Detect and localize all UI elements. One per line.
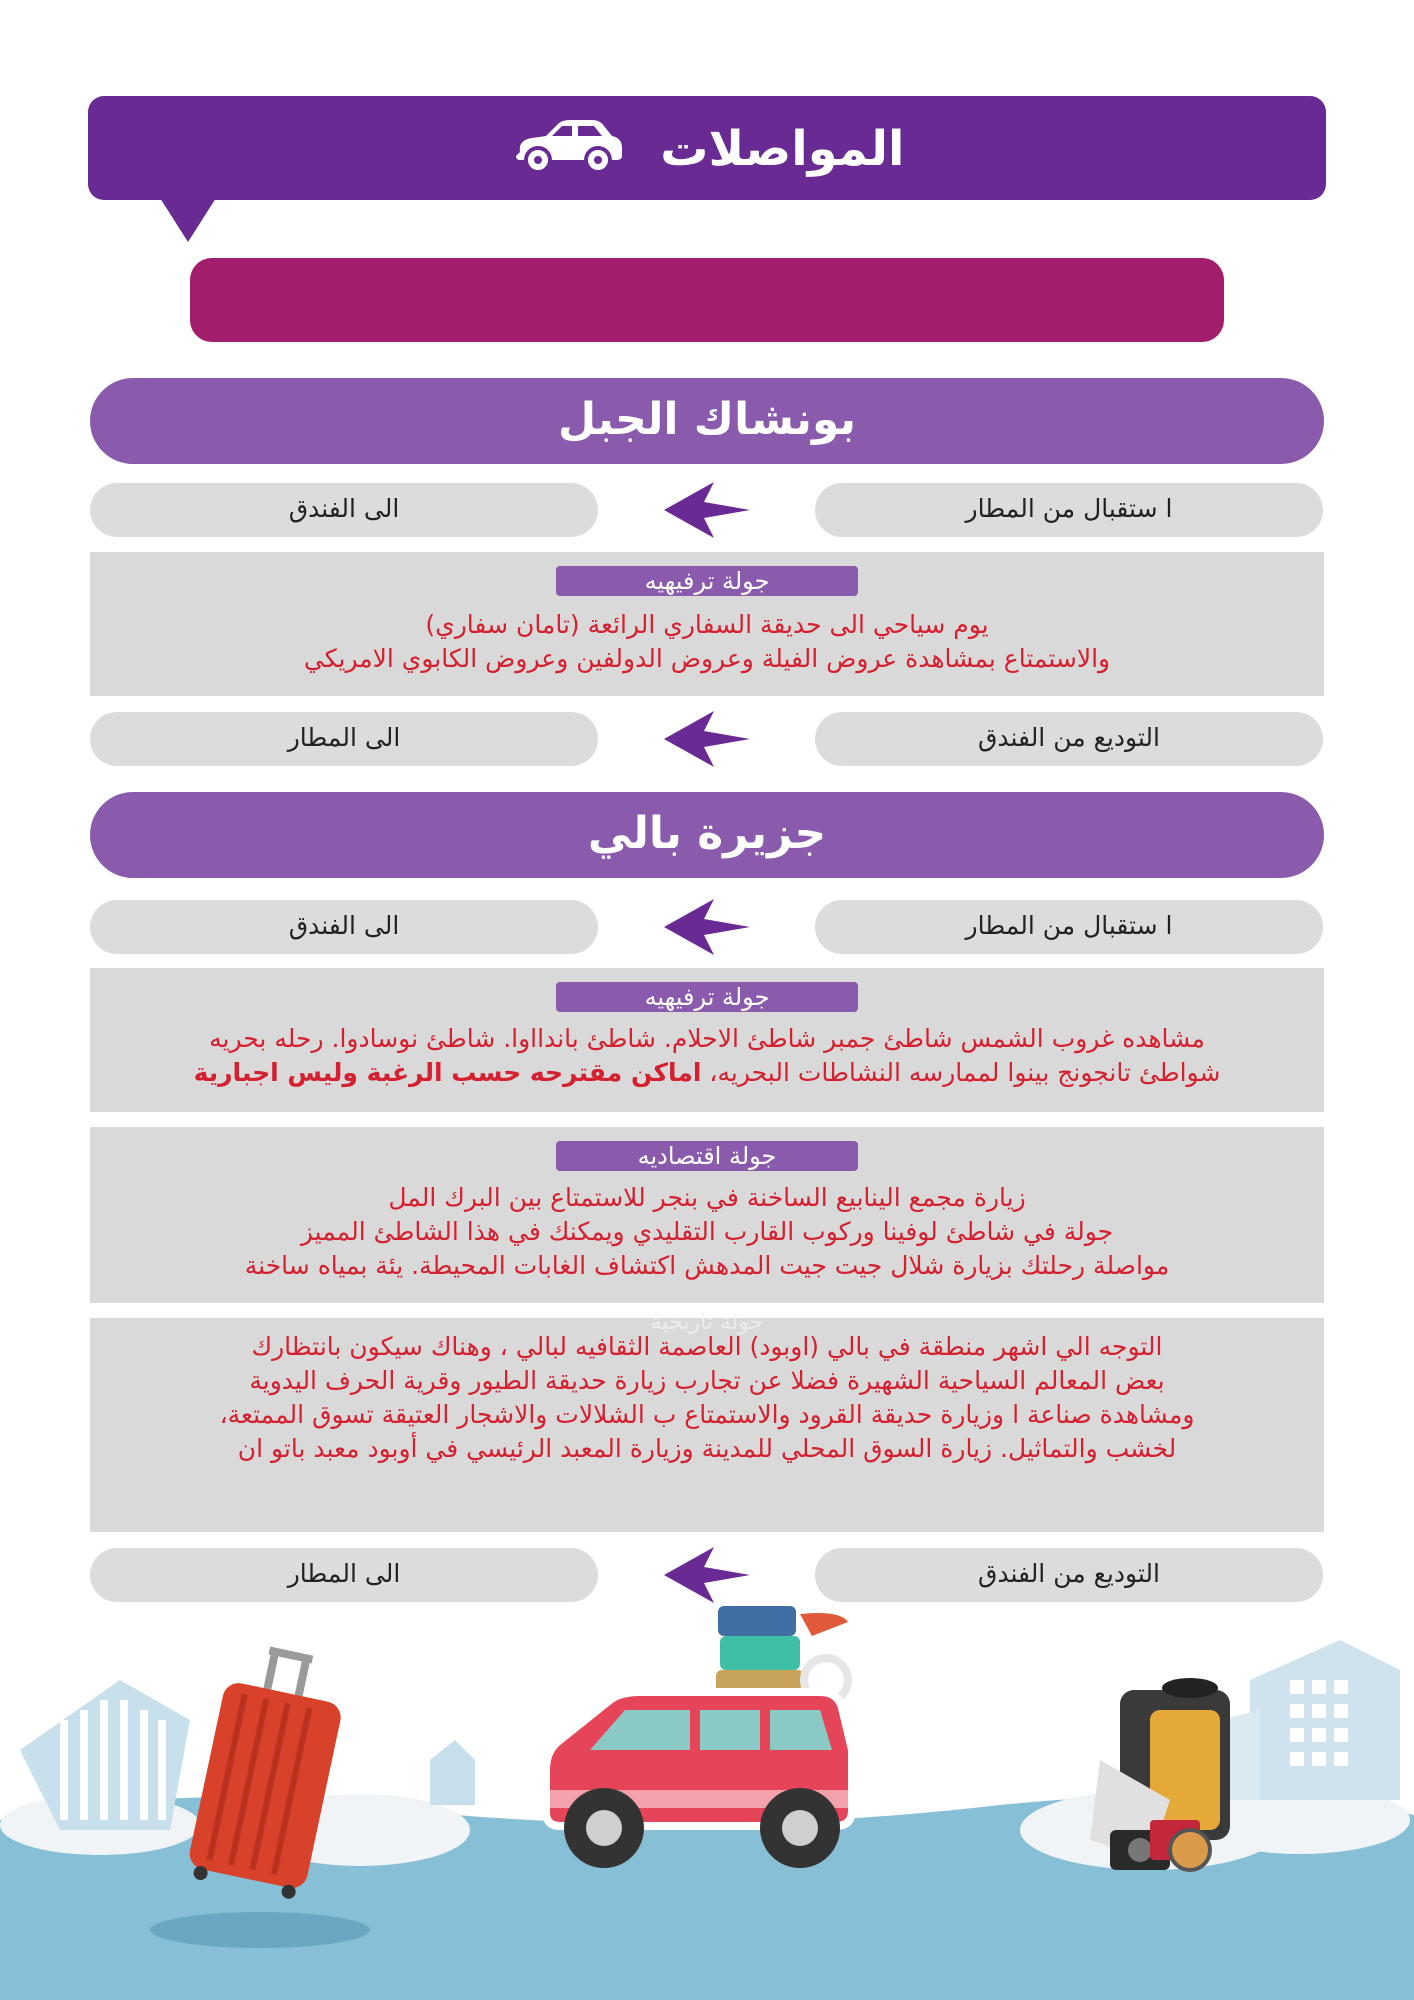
arrow-left-icon <box>662 1545 752 1605</box>
tour-box-fun <box>90 552 1324 696</box>
pickup-from: ا ستقبال من المطار <box>815 900 1323 954</box>
pickup-to: الى الفندق <box>90 483 598 537</box>
header-banner <box>88 96 1326 200</box>
arrow-left-icon <box>662 709 752 769</box>
tour-box-economy <box>90 1127 1324 1303</box>
tour-box-history <box>90 1310 1324 1532</box>
magenta-bar <box>190 258 1224 342</box>
dropoff-from: التوديع من الفندق <box>815 1548 1323 1602</box>
tour-tag: جولة ترفيهيه <box>556 566 858 596</box>
car-icon <box>510 118 626 186</box>
travel-bag-icon <box>1090 1678 1230 1870</box>
tour-description: مشاهده غروب الشمس شاطئ جمبر شاطئ الاحلام. شاطئ باندااوا. شاطئ نوسادوا. رحله بحريه شواطئ تانجونج بينوا لممارسه النشاطات البحريه، اماكن مقترحه حسب الرغبة وليس اجبارية <box>193 1024 1221 1087</box>
tour-tag: جولة اقتصاديه <box>556 1141 858 1171</box>
arrow-left-icon <box>662 897 752 957</box>
car-with-luggage-icon <box>546 1606 852 1868</box>
dropoff-to: الى المطار <box>90 712 598 766</box>
section-title-bali: جزيرة بالي <box>90 792 1324 878</box>
tour-description: يوم سياحي الى حديقة السفاري الرائعة (تامان سفاري) والاستمتاع بمشاهدة عروض الفيلة وعروض الدولفين وعروض الكابوي الامريكي <box>303 610 1111 673</box>
pickup-from: ا ستقبال من المطار <box>815 483 1323 537</box>
building-icon <box>1220 1640 1400 1800</box>
pickup-to: الى الفندق <box>90 900 598 954</box>
tour-description: التوجه الي اشهر منطقة في بالي (اوبود) العاصمة الثقافيه لبالي ، وهناك سيكون بانتظارك بعض المعالم السياحية الشهيرة فضلا عن تجارب زيارة حديقة الطيور وقرية الحرف اليدوية ومشاهدة صناعة ا وزيارة حديقة القرود والاستمتاع ب الشلالات والاشجار العتيقة تسوق الممتعة، لخشب والتماثيل. زيارة السوق المحلي للمدينة وزيارة المعبد الرئيسي في أوبود معبد باتو ان <box>219 1332 1195 1463</box>
header-title: المواصلات <box>660 121 905 177</box>
tour-box-fun <box>90 968 1324 1112</box>
arrow-left-icon <box>662 480 752 540</box>
dropoff-to: الى المطار <box>90 1548 598 1602</box>
tour-description: زيارة مجمع الينابيع الساخنة في بنجر للاستمتاع بين البرك المل جولة في شاطئ لوفينا وركوب القارب التقليدي ويمكنك في هذا الشاطئ المميز مواصلة رحلتك بزيارة شلال جيت جيت المدهش اكتشاف الغابات المحيطة. يئة بمياه ساخنة <box>244 1183 1170 1280</box>
tour-tag: جولة ترفيهيه <box>556 982 858 1012</box>
header-pointer <box>160 198 216 242</box>
tour-tag: جولة تاريخية <box>650 1310 764 1335</box>
section-title-puncak: بونشاك الجبل <box>90 378 1324 464</box>
travel-illustration <box>0 1600 1414 2000</box>
dropoff-from: التوديع من الفندق <box>815 712 1323 766</box>
